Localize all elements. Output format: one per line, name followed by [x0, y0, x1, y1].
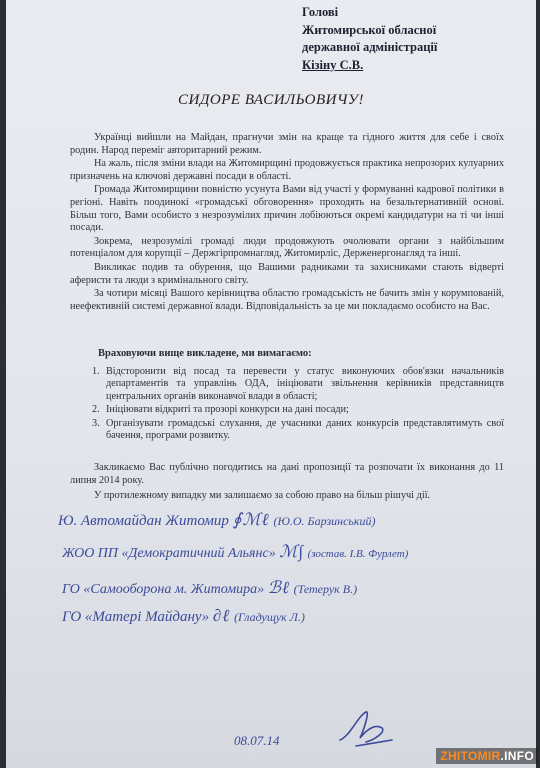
signature-org: Ю. Автомайдан Житомир — [58, 513, 229, 529]
signature-row — [62, 578, 357, 598]
addressee-name: Кізіну С.В. — [302, 57, 364, 72]
watermark-domain: .INFO — [500, 749, 534, 763]
signature-org: ЖОО ПП «Демократичний Альянс» — [62, 546, 276, 561]
list-item — [92, 404, 504, 416]
addressee-line: Житомирської обласної — [302, 22, 437, 37]
signature-scribble-icon: ℬℓ — [267, 578, 291, 597]
signature-name: (Ю.О. Барзинський) — [273, 514, 376, 528]
addressee-line: Голові — [302, 5, 339, 19]
closing-paragraph: У протилежному випадку ми залишаємо за собою право на більш рішучі дії. — [94, 489, 431, 501]
signature-org: ГО «Самооборона м. Житомира» — [62, 582, 265, 597]
signature-scribble-icon: ∮ℳℓ — [232, 510, 270, 529]
paragraph: Українці вийшли на Майдан, прагнучи змін на краще та гідного життя для себе і своїх родин. Народ переміг авторитарний режим. — [70, 132, 504, 156]
paragraph: Зокрема, незрозумілі громаді люди продовжують очолювати органи з найбільшим потенціалом для корупції – Держгірпромнагляд, Житомирліс, Держенергонагляд та інші. — [70, 235, 504, 260]
signature-scribble-icon: ∂ℓ — [212, 606, 231, 625]
final-signature-icon — [336, 706, 396, 750]
salutation: СИДОРЕ ВАСИЛЬОВИЧУ! — [178, 92, 364, 108]
paragraph: Громада Житомирщини повністю усунута Вами від участі у формуванні кадрової політики в регіоні. Навіть поодинокі «громадські обговорення» проходять на безальтернативній основі. Більш того, Вами особисто з незрозумілих причин лобіюються окремі кандидатури на ті чи інші посади. — [70, 184, 504, 234]
list-text: Організувати громадські слухання, де учасники даних конкурсів представлятимуть свої бачення, програми розвитку. — [106, 417, 504, 442]
list-number: 1. — [92, 366, 100, 377]
list-item — [92, 418, 504, 443]
closing-block — [70, 462, 504, 504]
closing-paragraph: Закликаємо Вас публічно погодитись на дані пропозиції та розпочати їх виконання до 11 липня 2014 року. — [70, 462, 504, 486]
paragraph: За чотири місяці Вашого керівництва областю громадськість не бачить змін у корумпованій, неефективній системі державної влади. Відповідальність за це ми покладаємо особисто на Вас. — [70, 288, 504, 312]
letter-body — [70, 132, 504, 314]
list-item — [92, 366, 504, 403]
signature-row — [58, 510, 375, 530]
signed-date: 08.07.14 — [234, 733, 280, 748]
demand-list — [92, 366, 504, 443]
signature-org: ГО «Матері Майдану» — [62, 609, 210, 625]
list-text: Відсторонити від посад та перевести у статус виконуючих обов'язки начальників департаментів та управлінь ОДА, ініціювати звільнення керівників представництв центральних органів виконавчої влади в області; — [106, 366, 504, 402]
paragraph: На жаль, після зміни влади на Житомирщині продовжується практика непрозорих кулуарних призначень на ключові державні посади в області. — [70, 158, 504, 182]
paragraph: Викликає подив та обурення, що Вашими радниками та захисниками стають відверті аферисти та люди з кримінального світу. — [70, 261, 504, 286]
demand-heading: Враховуючи вище викладене, ми вимагаємо: — [98, 348, 312, 359]
signature-row — [62, 606, 305, 626]
signature-scribble-icon: ℳ∫ — [279, 542, 305, 561]
list-number: 2. — [92, 404, 100, 416]
signature-name: (зостав. І.В. Фурлет) — [307, 548, 409, 560]
signature-name: (Гладущук Л.) — [234, 610, 305, 624]
list-text: Ініціювати відкриті та прозорі конкурси на дані посади; — [106, 404, 349, 416]
watermark-brand: ZHITOMIR — [440, 749, 501, 763]
addressee-block — [302, 4, 522, 74]
addressee-line: державної адміністрації — [302, 40, 438, 54]
document-page — [6, 0, 536, 768]
signature-row — [62, 542, 408, 562]
site-watermark — [436, 748, 538, 764]
list-number: 3. — [92, 417, 100, 429]
signature-name: (Тетерук В.) — [293, 582, 358, 596]
